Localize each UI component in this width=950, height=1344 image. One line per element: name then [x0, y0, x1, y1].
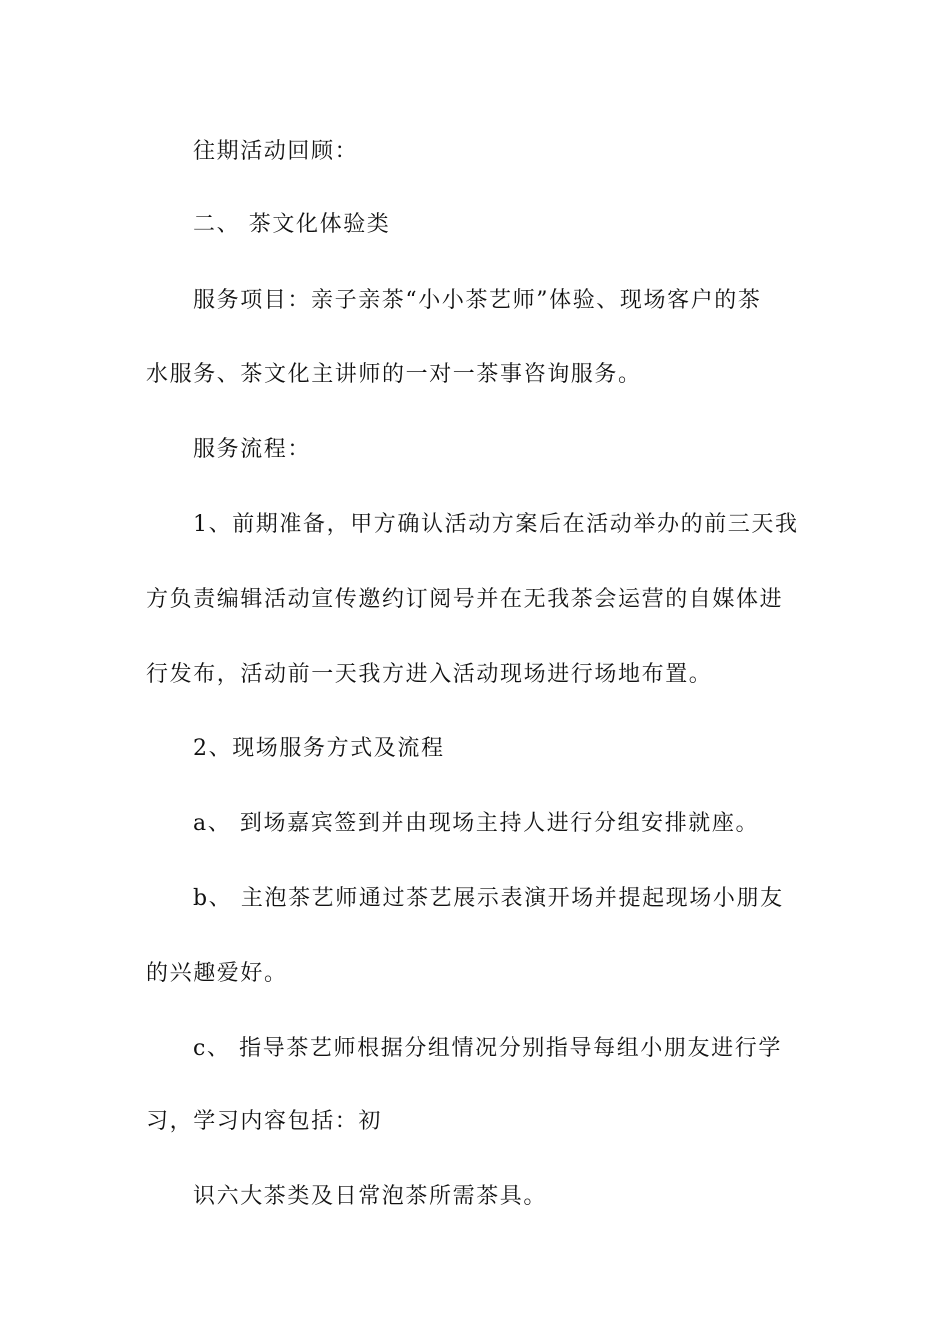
list-item-a: a、 到场嘉宾签到并由现场主持人进行分组安排就座。 — [193, 811, 760, 836]
list-item-b-line-1: b、 主泡茶艺师通过茶艺展示表演开场并提起现场小朋友 — [193, 886, 784, 911]
list-item-c-line-3: 识六大茶类及日常泡茶所需茶具。 — [193, 1184, 548, 1209]
paragraph-preparation-line-2: 方负责编辑活动宣传邀约订阅号并在无我茶会运营的自媒体进 — [146, 587, 784, 612]
section-heading-tea-culture: 二、 茶文化体验类 — [193, 212, 391, 237]
list-item-c-line-2: 习，学习内容包括：初 — [146, 1109, 383, 1134]
paragraph-service-items-line-1: 服务项目：亲子亲茶“小小茶艺师”体验、现场客户的茶 — [193, 288, 762, 313]
list-item-c-line-1: c、 指导茶艺师根据分组情况分别指导每组小朋友进行学 — [193, 1036, 782, 1061]
paragraph-preparation-line-3: 行发布，活动前一天我方进入活动现场进行场地布置。 — [146, 662, 713, 687]
list-item-b-line-2: 的兴趣爱好。 — [146, 961, 288, 986]
onsite-service-heading: 2、现场服务方式及流程 — [193, 736, 445, 761]
service-process-heading: 服务流程： — [193, 437, 312, 462]
section-heading-past-events: 往期活动回顾： — [193, 139, 359, 164]
paragraph-preparation-line-1: 1、前期准备，甲方确认活动方案后在活动举办的前三天我 — [193, 512, 799, 537]
paragraph-service-items-line-2: 水服务、茶文化主讲师的一对一茶事咨询服务。 — [146, 362, 642, 387]
